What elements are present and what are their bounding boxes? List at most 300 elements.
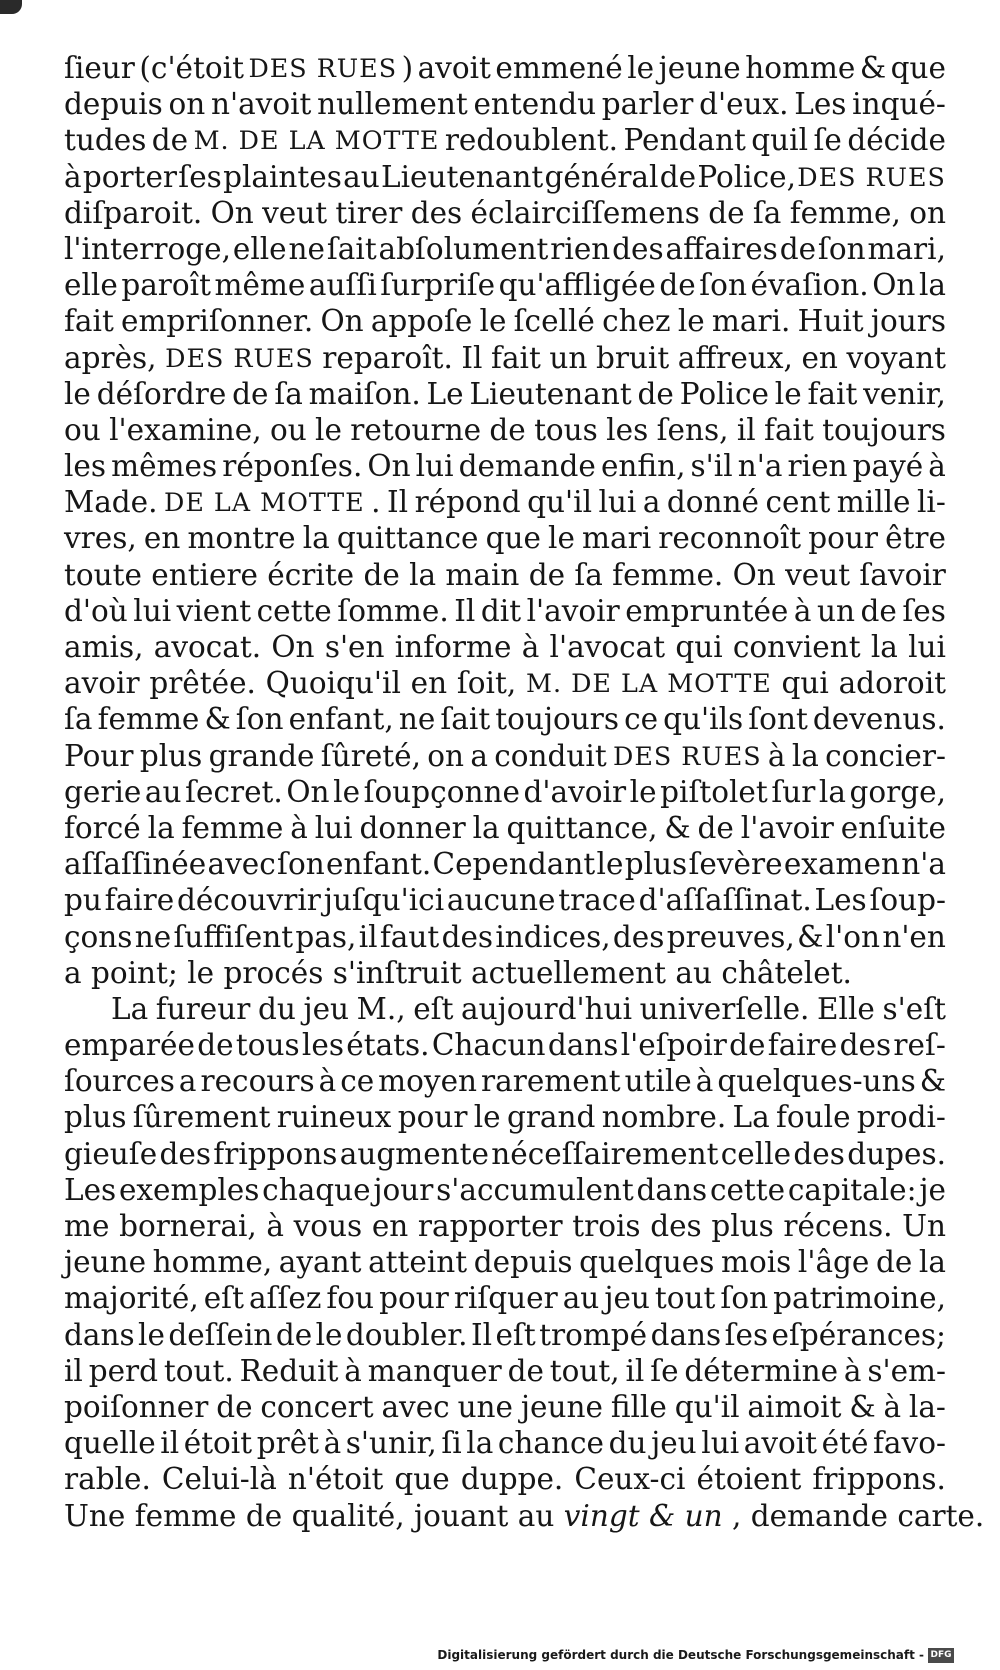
word: rien: [550, 231, 611, 266]
word: au: [517, 1498, 564, 1533]
word: emparée: [64, 1028, 195, 1063]
text-line: [64, 50, 946, 86]
word: ſavoir: [859, 557, 946, 592]
word: auſſi: [308, 268, 377, 303]
word: le: [774, 376, 802, 411]
word: Pour: [64, 738, 134, 773]
word: des: [793, 1136, 845, 1171]
word: le: [138, 1317, 165, 1352]
word: nullement: [317, 87, 468, 122]
word: on: [427, 738, 465, 773]
text-line: [64, 1208, 946, 1244]
text-line: [64, 122, 946, 158]
word: informe: [394, 630, 512, 664]
word: ſon: [817, 231, 866, 266]
word: &: [204, 702, 231, 737]
word: grande: [208, 738, 315, 773]
word: ſa: [752, 195, 782, 230]
word: jeune: [64, 1245, 147, 1280]
word: ne: [288, 231, 325, 266]
word: Reduit: [239, 1353, 339, 1388]
word: des: [612, 919, 665, 954]
word: majorité,: [64, 1281, 199, 1316]
word: jeu: [604, 1281, 650, 1316]
text-line: [64, 1027, 946, 1063]
word: que: [394, 1462, 450, 1497]
word: de: [275, 1317, 313, 1352]
word: elle: [64, 268, 118, 303]
word: ſe: [650, 1353, 679, 1388]
word: au: [144, 774, 182, 809]
word: des: [612, 231, 664, 266]
word: Police,: [697, 159, 796, 194]
text-line: [64, 376, 946, 412]
word: forcé: [64, 810, 141, 845]
word: être: [885, 521, 946, 556]
word: un: [549, 340, 588, 375]
word: Les: [814, 883, 867, 918]
word: le: [596, 847, 624, 882]
word: le: [315, 412, 342, 447]
word: Il: [461, 340, 483, 375]
word: l'on: [825, 919, 881, 954]
word: On: [872, 268, 916, 303]
word: à: [793, 593, 812, 628]
text-line: [64, 159, 946, 195]
word: li-: [917, 485, 946, 520]
word: conduit: [494, 738, 607, 773]
word: augmente: [339, 1136, 489, 1171]
text-line: [64, 846, 946, 882]
word: quittance: [336, 521, 479, 556]
word: favo-: [873, 1426, 946, 1461]
word: Le: [426, 376, 464, 411]
word: On: [732, 557, 776, 592]
word: jours: [870, 304, 946, 339]
word: cette: [256, 593, 332, 628]
word: le: [315, 1317, 343, 1352]
word: ſcellé: [513, 304, 595, 339]
small-caps-name: M. DE LA MOTTE: [525, 668, 772, 699]
word: ſomme.: [337, 593, 449, 628]
word: quelques-uns: [717, 1064, 916, 1099]
small-caps-name: DES RUES: [797, 161, 946, 192]
word: doubler.: [345, 1317, 468, 1352]
word: poiſonner: [64, 1389, 209, 1424]
word: reconnoît: [658, 521, 802, 556]
word: qu'affligée: [498, 268, 656, 303]
word: parler: [601, 87, 694, 122]
word: ſait: [440, 702, 491, 737]
word: des: [410, 195, 463, 230]
word: entendu: [473, 87, 597, 122]
word: exemples: [118, 1172, 260, 1207]
word: la: [466, 1426, 494, 1461]
word: l'eſpoir: [620, 1028, 727, 1063]
text-line: [64, 484, 946, 520]
word: avec: [207, 847, 276, 882]
text-line: [64, 919, 946, 955]
word: ſon: [235, 702, 284, 737]
word: Ceux-ci: [574, 1462, 686, 1497]
word: s'en: [324, 630, 385, 664]
word: du: [257, 991, 296, 1026]
word: grand: [506, 1100, 596, 1135]
text-line: [64, 1317, 946, 1353]
word: fait: [807, 376, 858, 411]
word: Un: [902, 1209, 946, 1243]
word: vres,: [64, 521, 137, 556]
text-line: [64, 1461, 946, 1497]
word: concier-: [825, 738, 946, 773]
word: Quoiqu'il: [265, 666, 401, 701]
word: homme: [745, 51, 856, 85]
word: plus: [64, 1100, 127, 1135]
word: a: [642, 485, 661, 520]
word: récens.: [783, 1209, 893, 1243]
word: &: [849, 1389, 876, 1424]
word: de: [637, 376, 674, 411]
word: La: [111, 991, 149, 1026]
word: ſa: [64, 702, 93, 737]
word: prodi-: [856, 1100, 946, 1135]
word: ſûreté,: [320, 738, 421, 773]
word: Made.: [64, 485, 158, 520]
word: répond: [414, 485, 521, 520]
word: ſes: [902, 593, 946, 628]
word: de: [216, 1389, 253, 1424]
word: plus: [624, 847, 688, 882]
word: ſait: [326, 231, 377, 266]
word: de: [528, 557, 566, 592]
word: carte.: [897, 1498, 985, 1533]
word: qui: [781, 666, 829, 701]
word: mari,: [867, 231, 946, 266]
small-caps-name: DES RUES: [612, 740, 762, 771]
word: enfant.: [326, 847, 432, 882]
word: la: [870, 630, 898, 664]
word: point;: [90, 955, 188, 990]
word: tous: [235, 1028, 300, 1063]
word: bruit: [595, 340, 670, 375]
word: lui: [133, 593, 172, 628]
word: &: [919, 1064, 946, 1099]
word: ): [401, 51, 414, 85]
word: les: [64, 449, 107, 484]
word: tout.: [163, 1353, 234, 1388]
text-line: [64, 701, 946, 737]
word: avoir: [64, 666, 140, 701]
word: étoit: [183, 1426, 253, 1461]
word: empriſonner.: [121, 304, 314, 339]
word: dans: [64, 1317, 135, 1352]
word: Chacun: [431, 1028, 546, 1063]
word: dans: [547, 1028, 619, 1063]
word: maiſon.: [308, 376, 421, 411]
text-line: [64, 1172, 946, 1208]
word: Les: [64, 1172, 117, 1207]
word: après,: [64, 340, 157, 375]
text-line: [64, 593, 946, 629]
word: ne: [134, 919, 172, 954]
word: elle: [232, 231, 287, 266]
word: avec: [381, 1389, 450, 1424]
text-line: [64, 340, 946, 376]
word: de: [151, 123, 189, 158]
word: manquer: [367, 1353, 502, 1388]
word: .: [371, 485, 381, 520]
word: demande: [750, 1498, 898, 1533]
word: çons: [64, 919, 133, 954]
word: jeu: [303, 991, 350, 1026]
word: quittance,: [506, 810, 658, 845]
word: ſieur: [64, 51, 135, 85]
word: d'où: [64, 593, 128, 628]
word: une: [457, 1389, 514, 1424]
word: montre: [187, 521, 296, 556]
word: dupes.: [847, 1136, 946, 1171]
word: faut: [379, 919, 440, 954]
text-line: [64, 1063, 946, 1099]
word: lui: [701, 1426, 740, 1461]
word: capitale:: [787, 1172, 917, 1207]
digitization-credit: Digitalisierung gefördert durch die Deutsche Forschungsgemeinschaft -: [437, 1648, 924, 1662]
word: ce: [624, 702, 659, 737]
word: de: [729, 1028, 766, 1063]
text-line: [64, 520, 946, 556]
word: qu'il: [527, 485, 593, 520]
word: je: [919, 1172, 946, 1207]
word: de: [779, 231, 817, 266]
italic-phrase: vingt & un: [563, 1498, 732, 1533]
word: ſi: [441, 1426, 462, 1461]
word: trace: [558, 883, 636, 918]
word: vient: [176, 593, 252, 628]
word: fait: [491, 340, 541, 375]
word: voyant: [846, 340, 946, 375]
word: ſevère: [688, 847, 783, 882]
word: juſqu'ici: [323, 883, 445, 918]
text-line: [64, 557, 946, 593]
word: fait: [64, 304, 114, 339]
word: payé: [852, 449, 924, 484]
word: amis,: [64, 630, 144, 664]
word: ruineux: [276, 1100, 392, 1135]
word: s'il: [690, 449, 733, 484]
word: Pendant: [623, 123, 746, 158]
word: dans: [636, 1172, 708, 1207]
word: en: [410, 666, 448, 701]
word: trompé: [539, 1317, 648, 1352]
word: fureur: [155, 991, 251, 1026]
text-line: [64, 1280, 946, 1316]
word: au: [343, 159, 380, 194]
word: qualité,: [291, 1498, 415, 1533]
word: avoit: [417, 51, 491, 85]
word: reſ-: [893, 1028, 946, 1063]
word: ſon: [277, 847, 325, 882]
word: ſoup-: [869, 883, 946, 918]
word: de: [659, 159, 697, 194]
word: gerie: [64, 774, 142, 809]
word: fait: [764, 412, 814, 447]
word: avocat.: [153, 630, 262, 664]
word: la: [918, 268, 946, 303]
word: preuves,: [666, 919, 795, 954]
word: venir,: [863, 376, 946, 411]
word: le: [187, 955, 224, 990]
word: la-: [908, 1389, 946, 1424]
word: lui: [598, 485, 637, 520]
small-caps-name: DE LA MOTTE: [163, 487, 365, 518]
word: appoſe: [370, 304, 473, 339]
text-line: [64, 955, 946, 991]
word: main: [445, 557, 520, 592]
word: le: [548, 521, 575, 556]
word: ſurpriſe: [380, 268, 496, 303]
word: la: [302, 521, 330, 556]
word: le: [333, 774, 361, 809]
word: enſuite: [840, 810, 946, 845]
word: jour: [373, 1172, 434, 1207]
word: le: [473, 1100, 501, 1135]
word: toute: [64, 557, 142, 592]
word: depuis: [473, 1245, 573, 1280]
word: jeune: [658, 51, 741, 85]
word: ce: [340, 1064, 375, 1099]
word: cent: [765, 485, 831, 520]
word: abſolument: [378, 231, 549, 266]
word: l'avoir: [526, 593, 620, 628]
word: en: [371, 1209, 409, 1243]
word: on: [168, 87, 206, 122]
word: il: [625, 1353, 645, 1388]
word: affaires: [665, 231, 778, 266]
word: ſûrement: [132, 1100, 271, 1135]
word: redoublent.: [444, 123, 619, 158]
word: duppe.: [460, 1462, 564, 1497]
word: Lieutenant: [469, 376, 632, 411]
word: paroît: [121, 268, 211, 303]
word: (c'étoit: [139, 51, 244, 85]
word: veut: [262, 195, 328, 230]
word: eſpérances;: [771, 1317, 946, 1352]
word: adoroit: [838, 666, 946, 701]
word: mille: [836, 485, 911, 520]
word: des: [650, 1209, 702, 1243]
word: femme: [181, 810, 284, 845]
word: recours: [200, 1064, 315, 1099]
word: ſe: [813, 123, 842, 158]
text-line: [64, 1136, 946, 1172]
word: étoient: [696, 1462, 802, 1497]
word: eſt: [495, 1317, 536, 1352]
word: femme: [134, 1498, 246, 1533]
word: faire: [104, 883, 175, 918]
word: eſt: [203, 1281, 244, 1316]
text-line: [64, 882, 946, 918]
word: On: [271, 630, 315, 664]
word: quil: [751, 123, 809, 158]
word: veut: [785, 557, 851, 592]
word: n'étoit: [287, 1462, 384, 1497]
word: l'interroge,: [64, 231, 231, 266]
word: Il: [470, 1317, 493, 1352]
word: à: [695, 1064, 714, 1099]
word: chance: [497, 1426, 604, 1461]
word: qui: [675, 630, 723, 664]
word: jeune: [520, 1389, 603, 1424]
word: la: [409, 557, 437, 592]
word: ne: [398, 702, 436, 737]
word: en: [801, 340, 838, 375]
text-line: [64, 665, 946, 701]
word: découvrir: [176, 883, 321, 918]
word: à: [344, 1353, 362, 1388]
word: mêmes: [111, 449, 218, 484]
word: l'avoir: [740, 810, 834, 845]
word: porter: [82, 159, 178, 194]
word: homme,: [152, 1245, 273, 1280]
word: même: [214, 268, 306, 303]
text-line: [64, 1498, 985, 1534]
word: ſa: [574, 557, 603, 592]
word: diſparoit.: [64, 195, 203, 230]
word: fille: [610, 1389, 667, 1424]
word: tudes: [64, 123, 147, 158]
text-line: [64, 1244, 946, 1280]
word: piſtolet: [660, 774, 768, 809]
word: des: [839, 1028, 892, 1063]
word: de: [860, 593, 897, 628]
word: qu'il: [674, 1389, 740, 1424]
word: &: [664, 810, 691, 845]
word: affreux,: [677, 340, 793, 375]
word: le: [479, 304, 507, 339]
word: ou: [269, 412, 307, 447]
small-caps-name: DES RUES: [248, 53, 398, 83]
word: évaſion.: [750, 268, 869, 303]
word: femme: [97, 702, 200, 737]
word: femme.: [612, 557, 724, 592]
word: Les: [794, 87, 847, 122]
word: a: [470, 738, 488, 773]
word: il: [736, 412, 756, 447]
word: ſa: [274, 376, 303, 411]
word: procés: [223, 955, 333, 990]
word: l'examine,: [109, 412, 262, 447]
word: des: [159, 1136, 211, 1171]
word: atteint: [368, 1245, 468, 1280]
word: femme,: [789, 195, 901, 230]
word: la: [918, 1245, 946, 1280]
word: n'a: [901, 847, 946, 882]
word: d'aſſaſſinat.: [638, 883, 812, 918]
word: Elle: [817, 991, 875, 1026]
word: rable.: [64, 1462, 151, 1497]
word: la: [147, 810, 175, 845]
word: les: [606, 412, 649, 447]
word: a: [64, 955, 91, 990]
word: prêtée.: [149, 666, 256, 701]
word: plus: [711, 1209, 774, 1243]
word: quelle: [64, 1426, 156, 1461]
word: à: [928, 449, 946, 484]
word: à: [290, 810, 308, 845]
word: éclairciſſemens: [470, 195, 700, 230]
word: riſquer: [453, 1281, 558, 1316]
word: univerſelle.: [639, 991, 810, 1026]
